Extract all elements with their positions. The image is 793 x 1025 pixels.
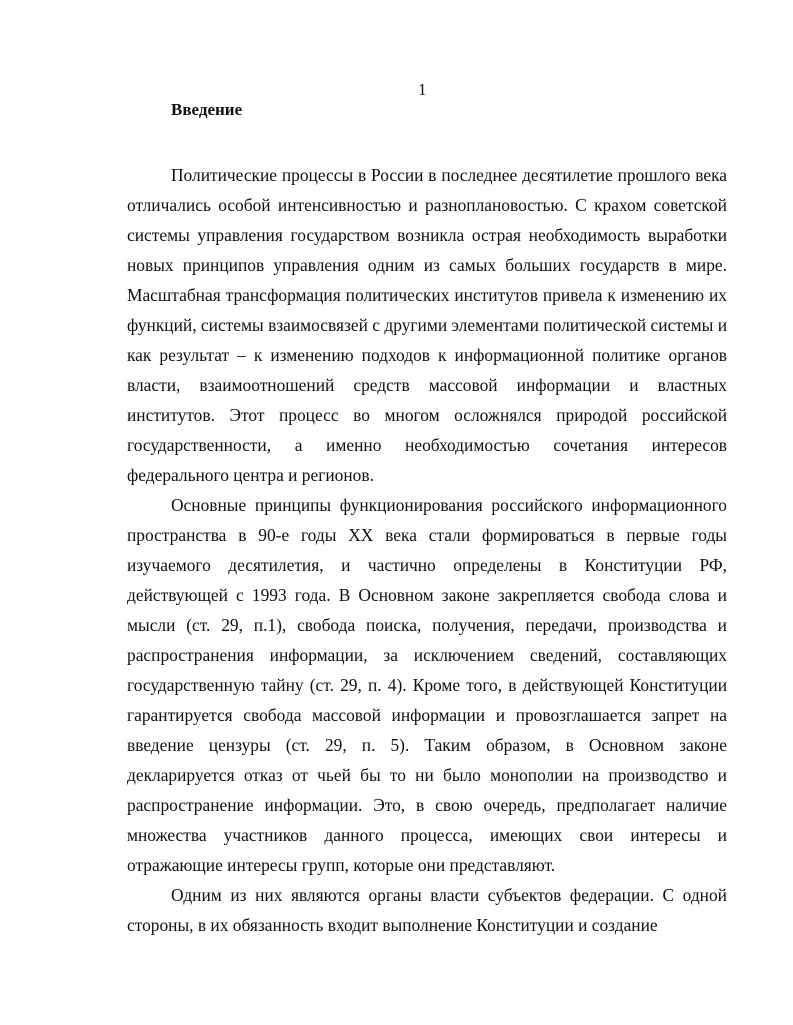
paragraph: Политические процессы в России в последнее десятилетие прошлого века отличались особой интенсивностью и разноплановостью. С крахом советской системы управления государством возникла острая необходимость выработки новых принципов управления одним из самых больших государств в мире. Масштабная трансформация политических институтов привела к изменению их функций, системы взаимосвязей с другими элементами политической системы и как результат – к изменению подходов к информационной политике органов власти, взаимоотношений средств массовой информации и властных институтов. Этот процесс во многом осложнялся природой российской государственности, а именно необходимостью сочетания интересов федерального центра и регионов. (127, 165, 727, 485)
paragraph: Одним из них являются органы власти субъектов федерации. С одной стороны, в их обязанность входит выполнение Конституции и создание (127, 885, 727, 935)
section-heading: Введение (171, 100, 243, 119)
paragraph: Основные принципы функционирования российского информационного пространства в 90-е годы XX века стали формироваться в первые годы изучаемого десятилетия, и частично определены в Конституции РФ, действующей с 1993 года. В Основном законе закрепляется свобода слова и мысли (ст. 29, п.1), свобода поиска, получения, передачи, производства и распространения информации, за исключением сведений, составляющих государственную тайну (ст. 29, п. 4). Кроме того, в действующей Конституции гарантируется свобода массовой информации и провозглашается запрет на введение цензуры (ст. 29, п. 5). Таким образом, в Основном законе декларируется отказ от чьей бы то ни было монополии на производство и распространение информации. Это, в свою очередь, предполагает наличие множества участников данного процесса, имеющих свои интересы и отражающие интересы групп, которые они представляют. (127, 495, 727, 875)
page-number: 1 (418, 80, 427, 99)
body-text (127, 160, 727, 940)
